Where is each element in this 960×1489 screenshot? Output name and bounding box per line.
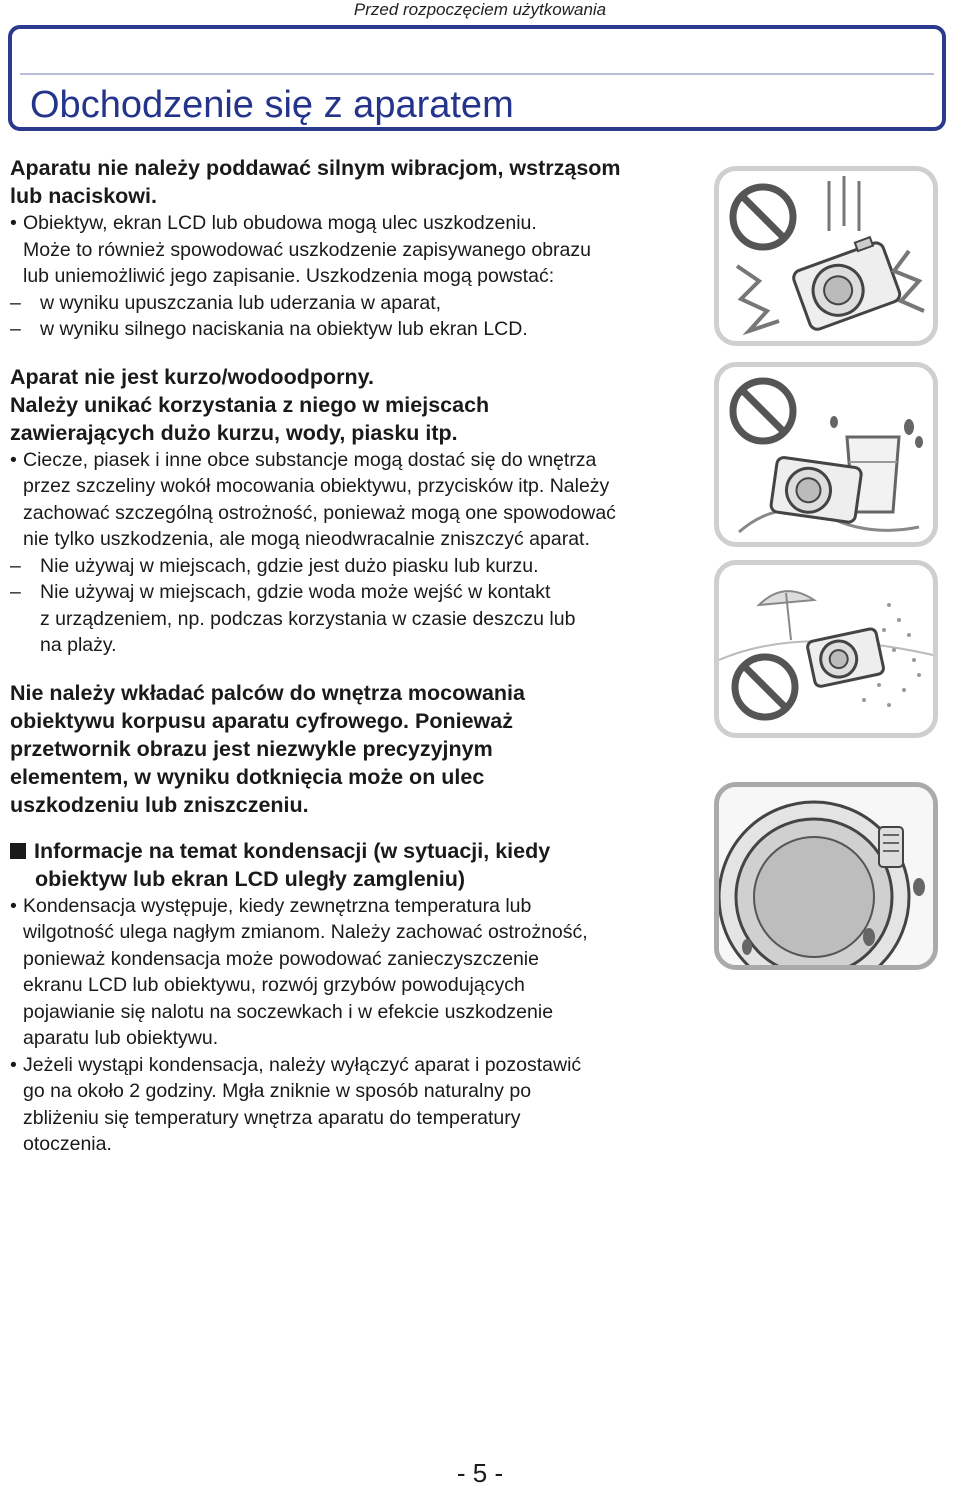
text-line: • Obiektyw, ekran LCD lub obudowa mogą ulec uszkodzeniu. — [23, 212, 537, 234]
running-header: Przed rozpoczęciem użytkowania — [353, 0, 607, 19]
text-line: obiektywu korpusu aparatu cyfrowego. Ponieważ — [10, 708, 513, 733]
text-line: Należy unikać korzystania z niego w miejscach — [10, 392, 490, 417]
text-line: lub uniemożliwić jego zapisanie. Uszkodzenia mogą powstać: — [23, 265, 555, 287]
text-line: z urządzeniem, np. podczas korzystania w czasie deszczu lub — [40, 607, 576, 630]
text-line: ponieważ kondensacja może powodować zanieczyszczenie — [23, 947, 539, 970]
sec2-dash-2 — [10, 579, 700, 606]
illustration-lens-mount — [714, 782, 938, 970]
text-line: lub naciskowi. — [10, 184, 157, 208]
main-content — [10, 154, 700, 1158]
impact-burst-icon — [894, 251, 924, 311]
text-line: zbliżeniu się temperatury wnętrza aparatu do temperatury — [23, 1106, 521, 1129]
sec1-lead — [10, 154, 700, 210]
prohibited-icon — [733, 381, 793, 441]
text-line: zawierających dużo kurzu, wody, piasku itp. — [10, 420, 458, 445]
text-line: – Nie używaj w miejscach, gdzie woda może wejść w kontakt — [40, 581, 551, 603]
text-line: przetwornik obrazu jest niezwykle precyzyjnym — [10, 736, 493, 761]
prohibited-icon — [733, 187, 793, 247]
text-line: uszkodzeniu lub zniszczeniu. — [10, 792, 309, 817]
sec2-bullet — [10, 447, 700, 553]
prohibited-icon — [735, 657, 795, 717]
text-line: Nie należy wkładać palców do wnętrza mocowania — [10, 680, 525, 705]
text-line: ekranu LCD lub obiektywu, rozwój grzybów powodujących — [23, 974, 525, 996]
text-line: nie tylko uszkodzenia, ale mogą nieodwracalnie zniszczyć aparat. — [23, 528, 590, 550]
text-line: na plaży. — [40, 634, 117, 656]
sec1-dash-1: – w wyniku upuszczania lub uderzania w aparat, — [10, 290, 700, 317]
sec1-dash-2: – w wyniku silnego naciskania na obiektyw lub ekran LCD. — [10, 316, 700, 343]
text-line: Aparat nie jest kurzo/wodoodporny. — [10, 364, 374, 389]
illustration-beach-sand — [714, 560, 938, 738]
umbrella-icon — [759, 591, 814, 640]
sec3-lead — [10, 679, 700, 819]
title-divider — [20, 73, 934, 75]
text-line: obiektyw lub ekran LCD uległy zamgleniu) — [35, 866, 466, 891]
text-line: Może to również spowodować uszkodzenie zapisywanego obrazu — [23, 238, 591, 261]
camera-icon — [789, 234, 902, 331]
camera-icon — [770, 457, 862, 523]
text-line: aparatu lub obiektywu. — [23, 1027, 219, 1049]
lens-release-button-icon — [879, 827, 903, 867]
sec4-heading — [10, 837, 700, 893]
impact-burst-icon — [737, 266, 779, 331]
title-box — [8, 25, 946, 131]
text-line: otoczenia. — [23, 1133, 112, 1155]
text-line: przez szczeliny wokół mocowania obiektywu, przycisków itp. Należy — [23, 475, 610, 497]
text-line: • Kondensacja występuje, kiedy zewnętrzna temperatura lub — [23, 894, 532, 917]
square-bullet-icon — [10, 843, 26, 859]
page-number: - 5 - — [456, 1458, 504, 1488]
page-title: Obchodzenie się z aparatem — [30, 84, 514, 126]
camera-icon — [807, 628, 885, 688]
sec4-bullet-1 — [10, 893, 700, 1052]
text-line: zachować szczególną ostrożność, ponieważ mogą one spowodować — [23, 501, 616, 524]
sec4-bullet-2 — [10, 1052, 700, 1158]
sec2-lead — [10, 363, 700, 447]
motion-lines-icon — [829, 176, 859, 231]
text-line: elementem, w wyniku dotknięcia może on ulec — [10, 764, 485, 789]
text-line: • Jeżeli wystąpi kondensacja, należy wyłączyć aparat i pozostawić — [23, 1053, 582, 1076]
text-line: pojawianie się nalotu na soczewkach i w efekcie uszkodzenie — [23, 1000, 554, 1023]
sec1-bullet — [10, 210, 700, 290]
sec2-dash-2-cont — [10, 606, 700, 659]
illustration-drop-shock — [714, 166, 938, 346]
text-line: • Ciecze, piasek i inne obce substancje mogą dostać się do wnętrza — [23, 448, 597, 471]
sec2-dash-1: – Nie używaj w miejscach, gdzie jest dużo piasku lub kurzu. — [10, 553, 700, 580]
text-line: wilgotność ulega nagłym zmianom. Należy zachować ostrożność, — [23, 921, 588, 943]
text-line: Informacje na temat kondensacji (w sytuacji, kiedy — [34, 838, 551, 863]
illustration-water — [714, 362, 938, 547]
text-line: Aparatu nie należy poddawać silnym wibracjom, wstrząsom — [10, 156, 621, 180]
text-line: go na około 2 godziny. Mgła zniknie w sposób naturalny po — [23, 1080, 532, 1102]
